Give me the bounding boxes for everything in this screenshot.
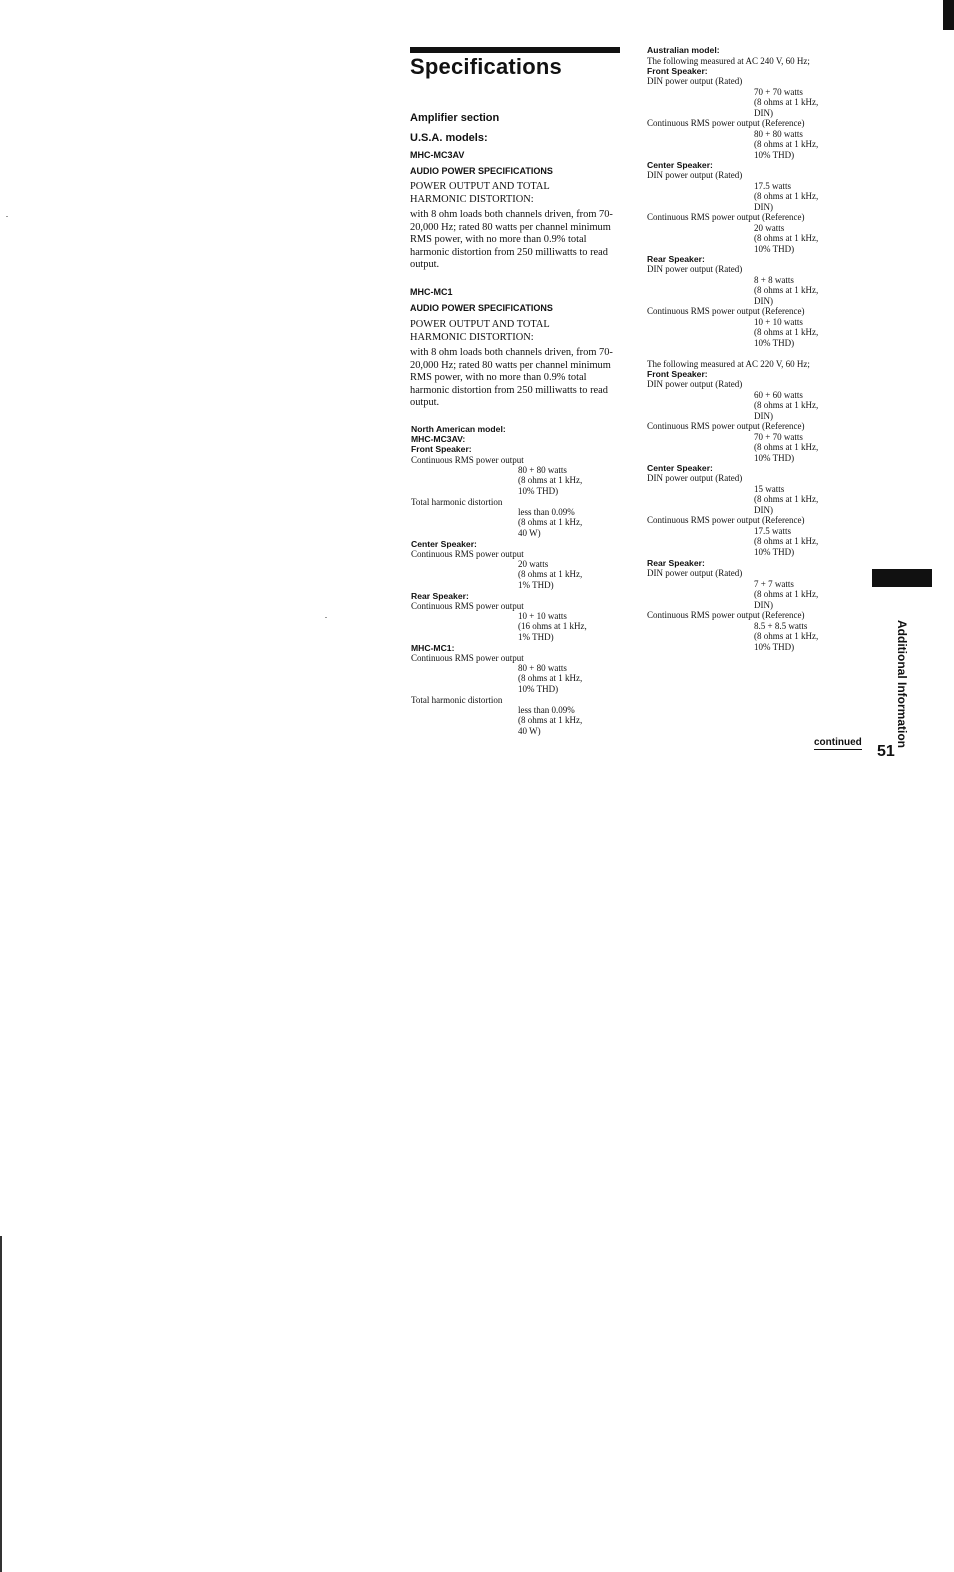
aus220-rear-din-label: DIN power output (Rated) (647, 568, 743, 578)
aus240-rear-speaker-label: Rear Speaker: (647, 254, 705, 264)
scan-edge (0, 1236, 2, 1572)
north-american-model-label: North American model: (411, 424, 506, 434)
australian-model-label: Australian model: (647, 45, 720, 55)
aus240-rear-din-label: DIN power output (Rated) (647, 264, 743, 274)
aus240-front-rms-label: Continuous RMS power output (Reference) (647, 118, 805, 128)
measured-220v-text: The following measured at AC 220 V, 60 Hz; (647, 359, 810, 369)
aus220-front-din-value: 60 + 60 watts (8 ohms at 1 kHz, DIN) (754, 390, 819, 421)
na-mc1-label: MHC-MC1: (411, 643, 455, 653)
page-title: Specifications (410, 54, 562, 79)
na-front-rms-value: 80 + 80 watts (8 ohms at 1 kHz, 10% THD) (518, 465, 583, 496)
aus240-center-din-label: DIN power output (Rated) (647, 170, 743, 180)
na-center-rms-label: Continuous RMS power output (411, 549, 524, 559)
section-tab-label: Additional Information (895, 620, 909, 748)
aus220-center-speaker-label: Center Speaker: (647, 463, 713, 473)
title-rule (410, 47, 620, 53)
na-mc1-thd-value: less than 0.09% (8 ohms at 1 kHz, 40 W) (518, 705, 583, 736)
scan-speck (325, 617, 327, 618)
aus220-rear-rms-label: Continuous RMS power output (Reference) (647, 610, 805, 620)
audio-power-heading-1: AUDIO POWER SPECIFICATIONS (410, 166, 553, 176)
na-rear-speaker-label: Rear Speaker: (411, 591, 469, 601)
na-mc1-rms-label: Continuous RMS power output (411, 653, 524, 663)
aus240-rear-rms-value: 10 + 10 watts (8 ohms at 1 kHz, 10% THD) (754, 317, 819, 348)
na-mc1-thd-label: Total harmonic distortion (411, 695, 503, 705)
na-front-speaker-label: Front Speaker: (411, 444, 472, 454)
amplifier-section-heading: Amplifier section (410, 112, 500, 124)
aus220-rear-speaker-label: Rear Speaker: (647, 558, 705, 568)
aus220-front-din-label: DIN power output (Rated) (647, 379, 743, 389)
model-mc1-heading: MHC-MC1 (410, 287, 453, 297)
aus240-rear-rms-label: Continuous RMS power output (Reference) (647, 306, 805, 316)
power-output-subheading-1: POWER OUTPUT AND TOTAL HARMONIC DISTORTION: (410, 181, 550, 205)
aus220-front-rms-value: 70 + 70 watts (8 ohms at 1 kHz, 10% THD) (754, 432, 819, 463)
audio-power-heading-2: AUDIO POWER SPECIFICATIONS (410, 303, 553, 313)
aus240-front-din-label: DIN power output (Rated) (647, 76, 743, 86)
corner-mark (943, 0, 954, 30)
aus240-rear-din-value: 8 + 8 watts (8 ohms at 1 kHz, DIN) (754, 275, 819, 306)
na-mc3av-label: MHC-MC3AV: (411, 434, 466, 444)
continued-label: continued (814, 737, 862, 748)
aus220-rear-rms-value: 8.5 + 8.5 watts (8 ohms at 1 kHz, 10% THD) (754, 621, 819, 652)
aus220-center-din-value: 15 watts (8 ohms at 1 kHz, DIN) (754, 484, 819, 515)
na-mc1-rms-value: 80 + 80 watts (8 ohms at 1 kHz, 10% THD) (518, 663, 583, 694)
na-front-rms-label: Continuous RMS power output (411, 455, 524, 465)
na-rear-rms-label: Continuous RMS power output (411, 601, 524, 611)
model-mc3av-heading: MHC-MC3AV (410, 150, 465, 160)
aus220-front-rms-label: Continuous RMS power output (Reference) (647, 421, 805, 431)
na-front-thd-label: Total harmonic distortion (411, 497, 503, 507)
power-spec-text-2: with 8 ohm loads both channels driven, from 70-20,000 Hz; rated 80 watts per channel minimum RMS power, with no more than 0.9% total harmonic distortion from 250 milliwatts to read output. (410, 347, 613, 409)
aus220-rear-din-value: 7 + 7 watts (8 ohms at 1 kHz, DIN) (754, 579, 819, 610)
na-rear-rms-value: 10 + 10 watts (16 ohms at 1 kHz, 1% THD) (518, 611, 587, 642)
na-center-rms-value: 20 watts (8 ohms at 1 kHz, 1% THD) (518, 559, 583, 590)
section-tab-marker (872, 569, 932, 587)
measured-240v-text: The following measured at AC 240 V, 60 Hz; (647, 56, 810, 66)
aus220-center-rms-value: 17.5 watts (8 ohms at 1 kHz, 10% THD) (754, 526, 819, 557)
aus240-center-din-value: 17.5 watts (8 ohms at 1 kHz, DIN) (754, 181, 819, 212)
na-front-thd-value: less than 0.09% (8 ohms at 1 kHz, 40 W) (518, 507, 583, 538)
na-center-speaker-label: Center Speaker: (411, 539, 477, 549)
aus220-front-speaker-label: Front Speaker: (647, 369, 708, 379)
aus240-front-rms-value: 80 + 80 watts (8 ohms at 1 kHz, 10% THD) (754, 129, 819, 160)
aus240-front-speaker-label: Front Speaker: (647, 66, 708, 76)
aus220-center-din-label: DIN power output (Rated) (647, 473, 743, 483)
aus240-center-rms-value: 20 watts (8 ohms at 1 kHz, 10% THD) (754, 223, 819, 254)
power-output-subheading-2: POWER OUTPUT AND TOTAL HARMONIC DISTORTION: (410, 319, 550, 343)
aus240-center-speaker-label: Center Speaker: (647, 160, 713, 170)
usa-models-heading: U.S.A. models: (410, 132, 488, 144)
scan-speck (6, 216, 8, 217)
power-spec-text-1: with 8 ohm loads both channels driven, from 70-20,000 Hz; rated 80 watts per channel minimum RMS power, with no more than 0.9% total harmonic distortion from 250 milliwatts to read output. (410, 209, 613, 271)
page-number: 51 (877, 743, 895, 760)
aus240-front-din-value: 70 + 70 watts (8 ohms at 1 kHz, DIN) (754, 87, 819, 118)
aus240-center-rms-label: Continuous RMS power output (Reference) (647, 212, 805, 222)
aus220-center-rms-label: Continuous RMS power output (Reference) (647, 515, 805, 525)
